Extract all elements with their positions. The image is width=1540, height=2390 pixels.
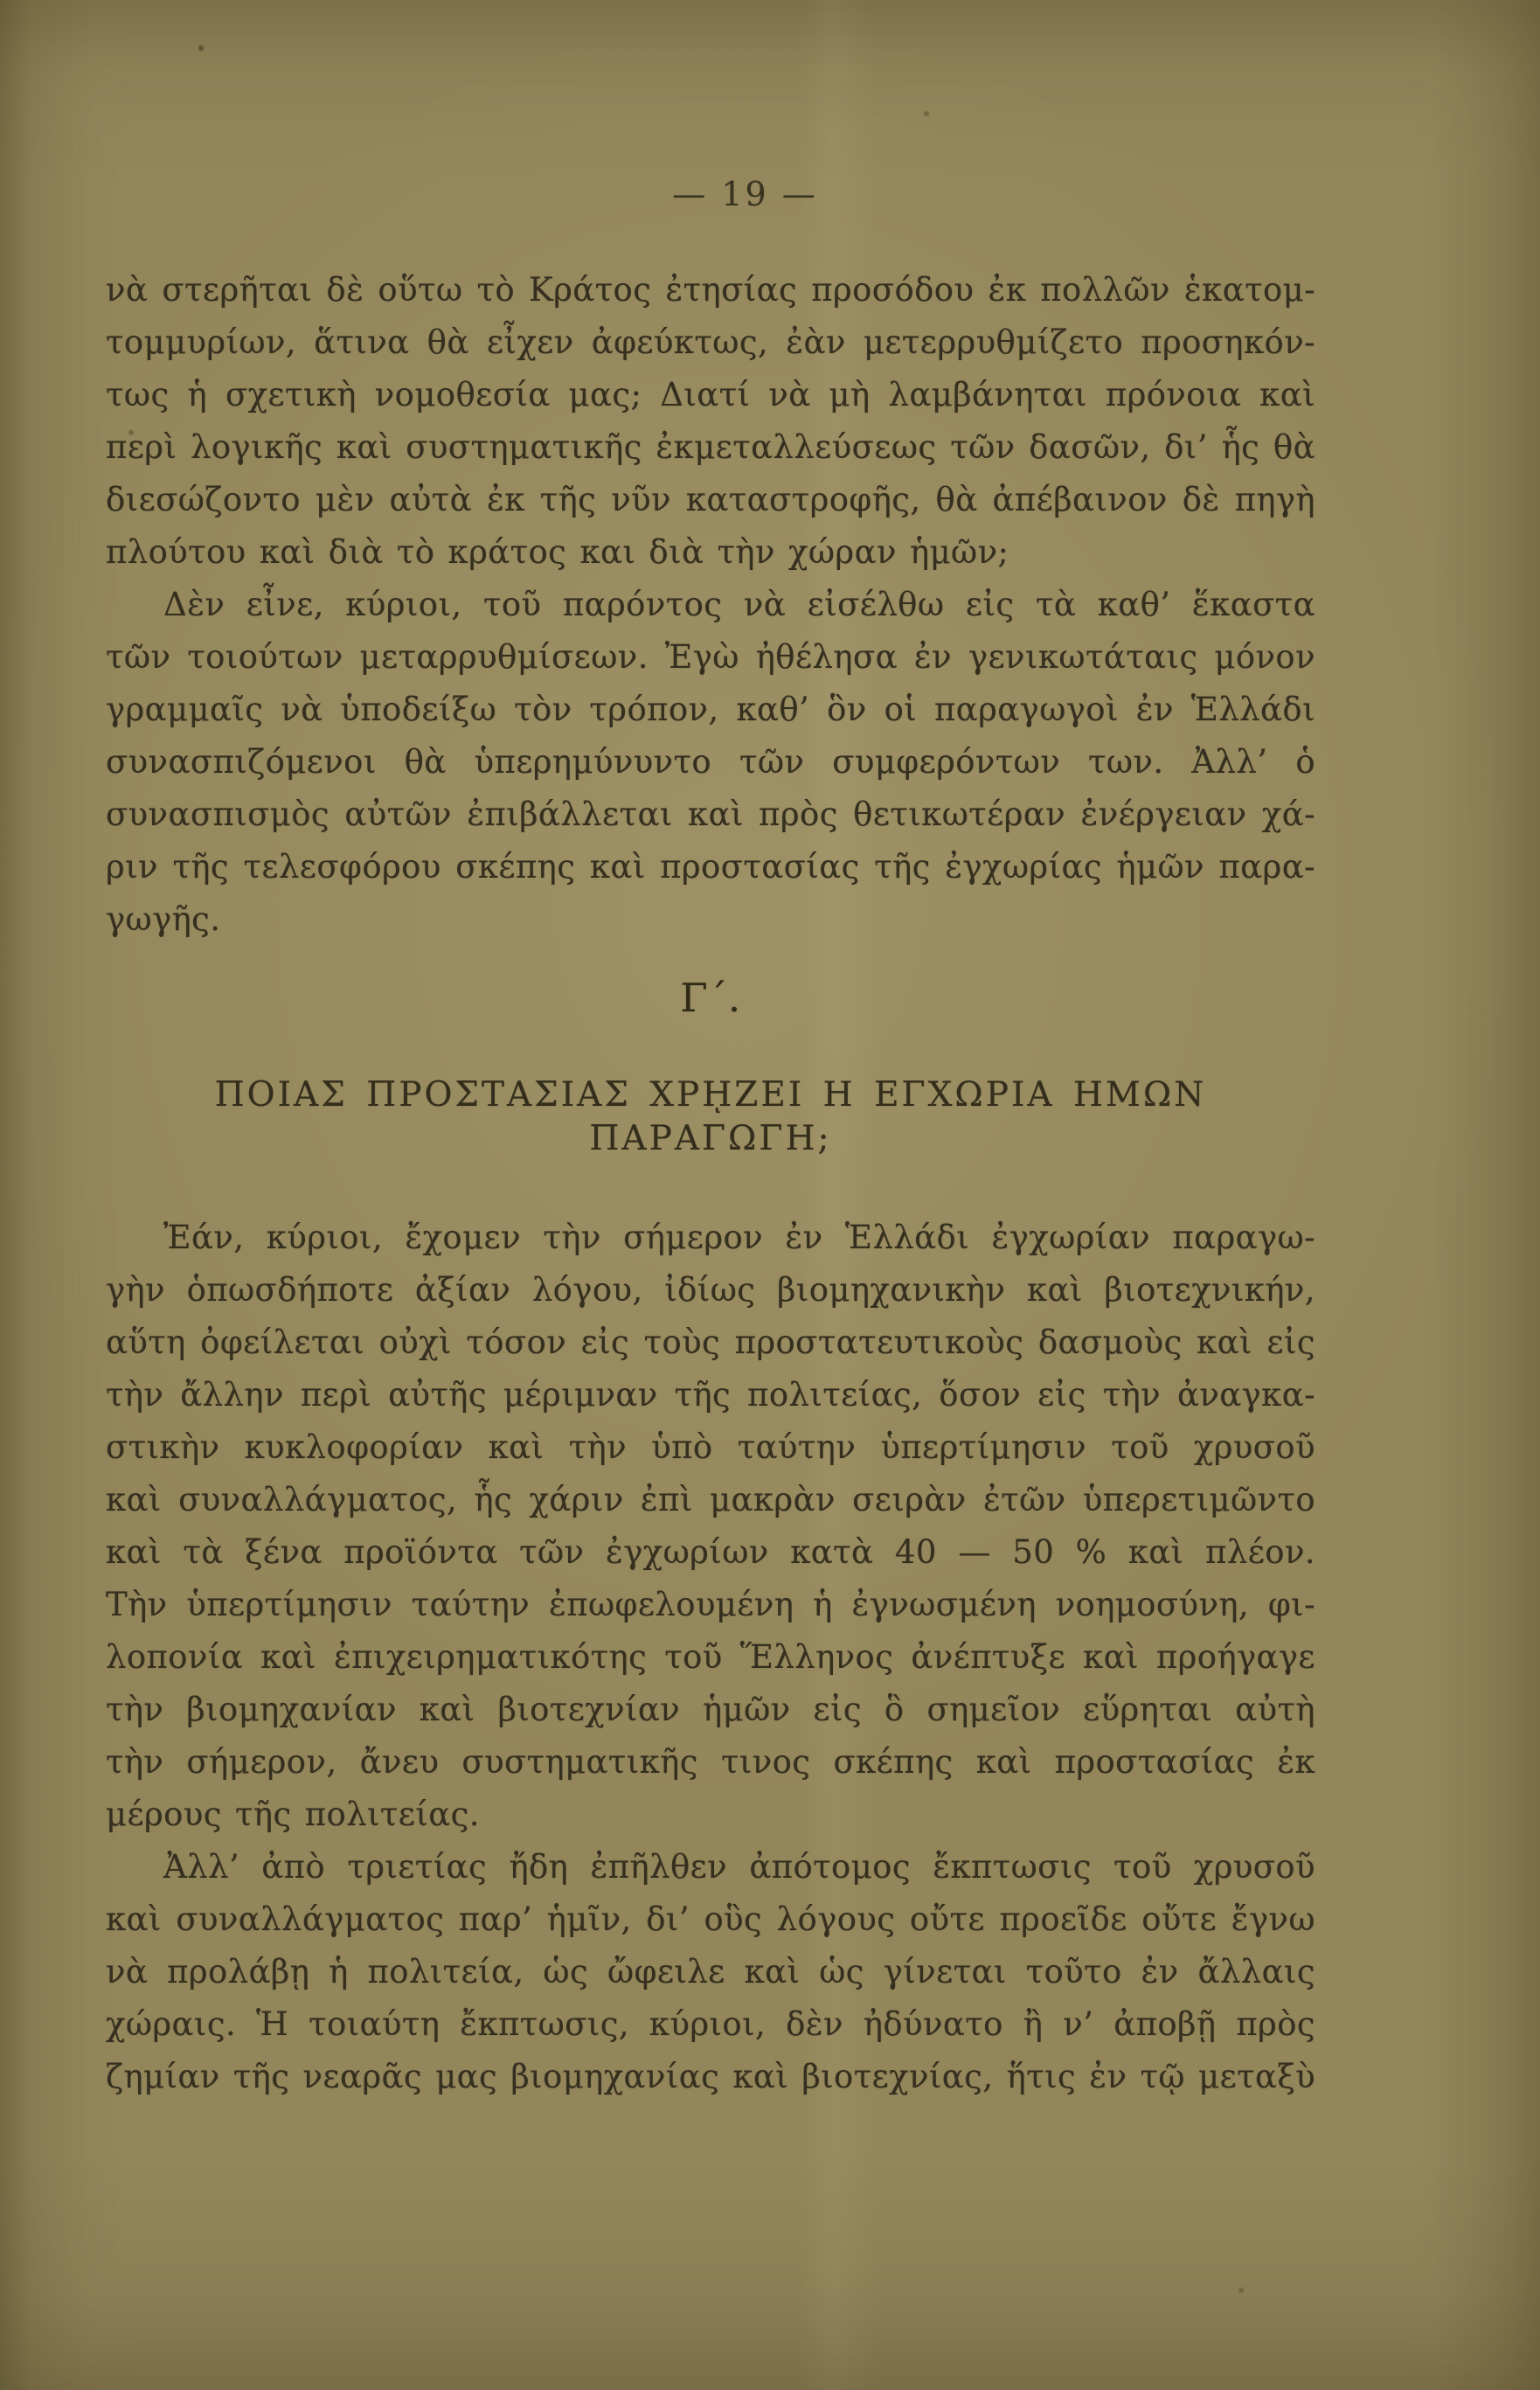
text-line: ριν τῆς τελεσφόρου σκέπης καὶ προστασίας τῆς ἐγχωρίας ἡμῶν παρα- [106,848,1315,886]
text-line: περὶ λογικῆς καὶ συστηματικῆς ἐκμεταλλεύσεως τῶν δασῶν, δι’ ἧς θὰ [106,428,1315,466]
text-line: Τὴν ὑπερτίμησιν ταύτην ἐπωφελουμένη ἡ ἐγνωσμένη νοημοσύνη, φι- [106,1586,1315,1623]
text-line: τὴν βιομηχανίαν καὶ βιοτεχνίαν ἡμῶν εἰς ὃ σημεῖον εὕρηται αὐτὴ [106,1691,1315,1728]
text-line: νὰ προλάβῃ ἡ πολιτεία, ὡς ὤφειλε καὶ ὡς γίνεται τοῦτο ἐν ἄλλαις [106,1953,1315,1991]
paragraph [106,1841,1315,2103]
text-line: Δὲν εἶνε, κύριοι, τοῦ παρόντος νὰ εἰσέλθω εἰς τὰ καθ’ ἕκαστα [163,586,1315,623]
text-line: Ἀλλ’ ἀπὸ τριετίας ἤδη ἐπῆλθεν ἀπότομος ἔκπτωσις τοῦ χρυσοῦ [163,1848,1315,1886]
text-line: τομμυρίων, ἅτινα θὰ εἶχεν ἀφεύκτως, ἐὰν μετερρυθμίζετο προσηκόν- [106,323,1315,361]
text-line: Ἐάν, κύριοι, ἔχομεν τὴν σήμερον ἐν Ἑλλάδι ἐγχωρίαν παραγω- [163,1219,1315,1256]
text-line: λοπονία καὶ ἐπιχειρηματικότης τοῦ Ἕλληνος ἀνέπτυξε καὶ προήγαγε [106,1638,1315,1676]
text-line: γραμμαῖς νὰ ὑποδείξω τὸν τρόπον, καθ’ ὃν οἱ παραγωγοὶ ἐν Ἑλλάδι [106,691,1315,728]
text-line: χώραις. Ἡ τοιαύτη ἔκπτωσις, κύριοι, δὲν ἠδύνατο ἢ ν’ ἀποβῇ πρὸς [106,2005,1315,2043]
text-line: καὶ τὰ ξένα προϊόντα τῶν ἐγχωρίων κατὰ 40 — 50 % καὶ πλέον. [106,1533,1315,1571]
text-line: συνασπιζόμενοι θὰ ὑπερημύνυντο τῶν συμφερόντων των. Ἀλλ’ ὁ [106,743,1315,781]
text-line: καὶ συναλλάγματος παρ’ ἡμῖν, δι’ οὓς λόγους οὔτε προεῖδε οὔτε ἔγνω [106,1900,1315,1938]
chapter-heading: Γ΄. [680,975,741,1021]
text-line: τὴν ἄλλην περὶ αὐτῆς μέριμναν τῆς πολιτείας, ὅσον εἰς τὴν ἀναγκα- [106,1376,1315,1414]
text-line: στικὴν κυκλοφορίαν καὶ τὴν ὑπὸ ταύτην ὑπερτίμησιν τοῦ χρυσοῦ [106,1428,1315,1466]
text-line: τὴν σήμερον, ἄνευ συστηματικῆς τινος σκέπης καὶ προστασίας ἐκ [106,1743,1315,1781]
text-line: μέρους τῆς πολιτείας. [106,1796,480,1833]
body-text-block [106,264,1315,2103]
paragraph [106,1212,1315,1841]
text-line: τῶν τοιούτων μεταρρυθμίσεων. Ἐγὼ ἠθέλησα ἐν γενικωτάταις μόνον [106,638,1315,676]
text-line: συνασπισμὸς αὐτῶν ἐπιβάλλεται καὶ πρὸς θετικωτέραν ἐνέργειαν χά- [106,796,1315,833]
text-line: πλούτου καὶ διὰ τὸ κράτος και διὰ τὴν χώραν ἡμῶν; [106,533,1009,571]
text-line: γωγῆς. [106,900,221,938]
paragraph [106,579,1315,946]
text-line: γὴν ὁπωσδήποτε ἀξίαν λόγου, ἰδίως βιομηχανικὴν καὶ βιοτεχνικήν, [106,1271,1315,1309]
text-line: νὰ στερῆται δὲ οὕτω τὸ Κράτος ἐτησίας προσόδου ἐκ πολλῶν ἑκατομ- [106,271,1315,309]
text-line: καὶ συναλλάγματος, ἧς χάριν ἐπὶ μακρὰν σειρὰν ἐτῶν ὑπερετιμῶντο [106,1481,1315,1518]
section-title: ΠΟΙΑΣ ΠΡΟΣΤΑΣΙΑΣ ΧΡῌΖΕΙ Η ΕΓΧΩΡΙΑ ΗΜΩΝ ΠΑΡΑΓΩΓΗ; [214,1075,1207,1158]
page-number: — 19 — [672,175,818,213]
text-line: ζημίαν τῆς νεαρᾶς μας βιομηχανίας καὶ βιοτεχνίας, ἥτις ἐν τῷ μεταξὺ [106,2058,1316,2095]
text-line: τως ἡ σχετικὴ νομοθεσία μας; Διατί νὰ μὴ λαμβάνηται πρόνοια καὶ [106,376,1315,413]
text-line: διεσώζοντο μὲν αὐτὰ ἐκ τῆς νῦν καταστροφῆς, θὰ ἀπέβαινον δὲ πηγὴ [106,481,1315,518]
text-line: αὕτη ὀφείλεται οὐχὶ τόσον εἰς τοὺς προστατευτικοὺς δασμοὺς καὶ εἰς [106,1324,1315,1361]
paragraph [106,264,1315,579]
